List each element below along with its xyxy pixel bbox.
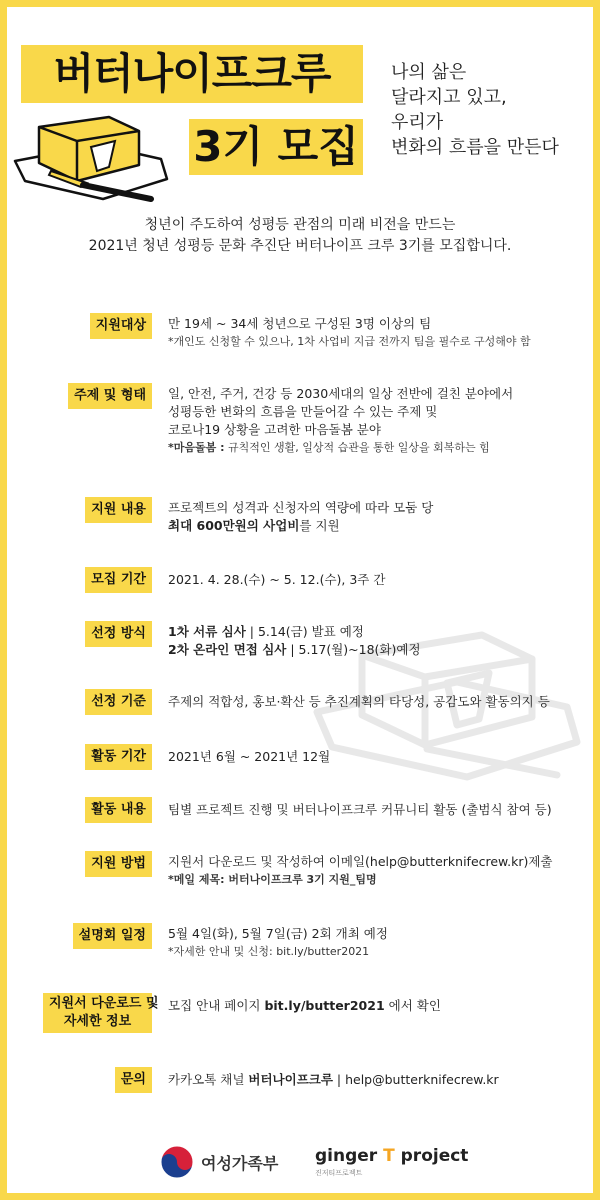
row-label: 문의 bbox=[115, 1067, 152, 1093]
row-note: *메일 제목: 버터나이프크루 3기 지원_팀명 bbox=[168, 873, 377, 886]
row-label: 선정 방식 bbox=[85, 621, 152, 647]
row-line: 만 19세 ~ 34세 청년으로 구성된 3명 이상의 팀 bbox=[168, 316, 432, 331]
row-label: 모집 기간 bbox=[85, 567, 152, 593]
title-line-2: 3기 모집 bbox=[189, 119, 363, 175]
slogan-line: 우리가 bbox=[391, 112, 444, 133]
row-label: 지원 방법 bbox=[85, 851, 152, 877]
row-highlight: 최대 600만원의 사업비 bbox=[168, 518, 300, 533]
row-line: 카카오톡 채널 bbox=[168, 1072, 249, 1087]
selection-date: | 5.17(월)~18(화)예정 bbox=[286, 642, 421, 657]
row-label: 지원대상 bbox=[90, 313, 152, 339]
butter-illustration bbox=[11, 111, 171, 206]
row-line: 프로젝트의 성격과 신청자의 역량에 따라 모둠 당 bbox=[168, 500, 434, 515]
row-line: 코로나19 상황을 고려한 마음돌봄 분야 bbox=[168, 422, 381, 437]
contact-email: | help@butterknifecrew.kr bbox=[332, 1072, 499, 1087]
row-content bbox=[168, 693, 588, 711]
footer bbox=[7, 1142, 593, 1182]
row-label: 지원 내용 bbox=[85, 497, 152, 523]
row-label: 활동 내용 bbox=[85, 797, 152, 823]
row-content bbox=[168, 385, 588, 457]
row-line: 를 지원 bbox=[299, 518, 340, 533]
selection-step: 2차 온라인 면접 심사 bbox=[168, 642, 287, 657]
ginger-subtitle: 진저티프로젝트 bbox=[315, 1169, 363, 1177]
row-content bbox=[168, 315, 588, 351]
slogan bbox=[391, 60, 591, 160]
row-note: 규칙적인 생활, 일상적 습관을 통한 일상을 회복하는 힘 bbox=[224, 441, 490, 454]
row-content bbox=[168, 1071, 588, 1089]
row-content bbox=[168, 623, 588, 659]
selection-date: | 5.14(금) 발표 예정 bbox=[245, 624, 364, 639]
ginger-logo bbox=[315, 1146, 468, 1166]
slogan-line: 나의 삶은 bbox=[391, 62, 467, 83]
row-line: 지원서 다운로드 및 작성하여 이메일(help@butterknifecrew.kr)제출 bbox=[168, 854, 553, 869]
row-line: 주제의 적합성, 홍보·확산 등 추진계획의 타당성, 공감도와 활동의지 등 bbox=[168, 694, 550, 709]
kakao-channel-name: 버터나이프크루 bbox=[248, 1072, 333, 1087]
download-link[interactable]: bit.ly/butter2021 bbox=[264, 998, 385, 1013]
row-note: *자세한 안내 및 신청: bit.ly/butter2021 bbox=[168, 945, 370, 958]
ginger-logo-text: project bbox=[394, 1146, 469, 1166]
ministry-name: 여성가족부 bbox=[201, 1154, 279, 1173]
intro-line: 2021년 청년 성평등 문화 추진단 버터나이프 크루 3기를 모집합니다. bbox=[88, 238, 512, 254]
title-line-1: 버터나이프크루 bbox=[21, 45, 363, 103]
row-label: 주제 및 형태 bbox=[68, 383, 152, 409]
ginger-logo-text: ginger bbox=[315, 1146, 384, 1166]
row-label: 활동 기간 bbox=[85, 744, 152, 770]
row-line: 모집 안내 페이지 bbox=[168, 998, 265, 1013]
row-label bbox=[43, 993, 159, 1033]
row-label-line: 지원서 다운로드 및 bbox=[49, 996, 159, 1011]
row-line: 5월 4일(화), 5월 7일(금) 2회 개최 예정 bbox=[168, 926, 388, 941]
row-label: 선정 기준 bbox=[85, 689, 152, 715]
taegeuk-logo-icon bbox=[159, 1144, 195, 1180]
row-content bbox=[168, 748, 588, 766]
row-content bbox=[168, 925, 588, 961]
row-content bbox=[168, 997, 588, 1015]
row-content bbox=[168, 853, 588, 889]
row-line: 일, 안전, 주거, 건강 등 2030세대의 일상 전반에 걸친 분야에서 bbox=[168, 386, 514, 401]
row-line: 에서 확인 bbox=[384, 998, 441, 1013]
intro-text bbox=[7, 215, 593, 257]
row-label-line: 자세한 정보 bbox=[63, 1014, 132, 1029]
row-content bbox=[168, 801, 588, 819]
intro-line: 청년이 주도하여 성평등 관점의 미래 비전을 만드는 bbox=[144, 217, 456, 233]
row-line: 팀별 프로젝트 진행 및 버터나이프크루 커뮤니티 활동 (출범식 참여 등) bbox=[168, 802, 552, 817]
row-line: 2021. 4. 28.(수) ~ 5. 12.(수), 3주 간 bbox=[168, 572, 386, 587]
row-note-label: *마음돌봄 : bbox=[168, 441, 225, 454]
row-label: 설명회 일정 bbox=[73, 923, 152, 949]
slogan-line: 달라지고 있고, bbox=[391, 87, 507, 108]
ginger-logo-t: T bbox=[383, 1146, 395, 1166]
row-content bbox=[168, 499, 588, 535]
slogan-line: 변화의 흐름을 만든다 bbox=[391, 137, 559, 158]
selection-step: 1차 서류 심사 bbox=[168, 624, 246, 639]
row-line: 성평등한 변화의 흐름을 만들어갈 수 있는 주제 및 bbox=[168, 404, 438, 419]
row-note: *개인도 신청할 수 있으나, 1차 사업비 지급 전까지 팀을 필수로 구성해야 함 bbox=[168, 335, 531, 348]
row-content bbox=[168, 571, 588, 589]
row-line: 2021년 6월 ~ 2021년 12월 bbox=[168, 749, 331, 764]
